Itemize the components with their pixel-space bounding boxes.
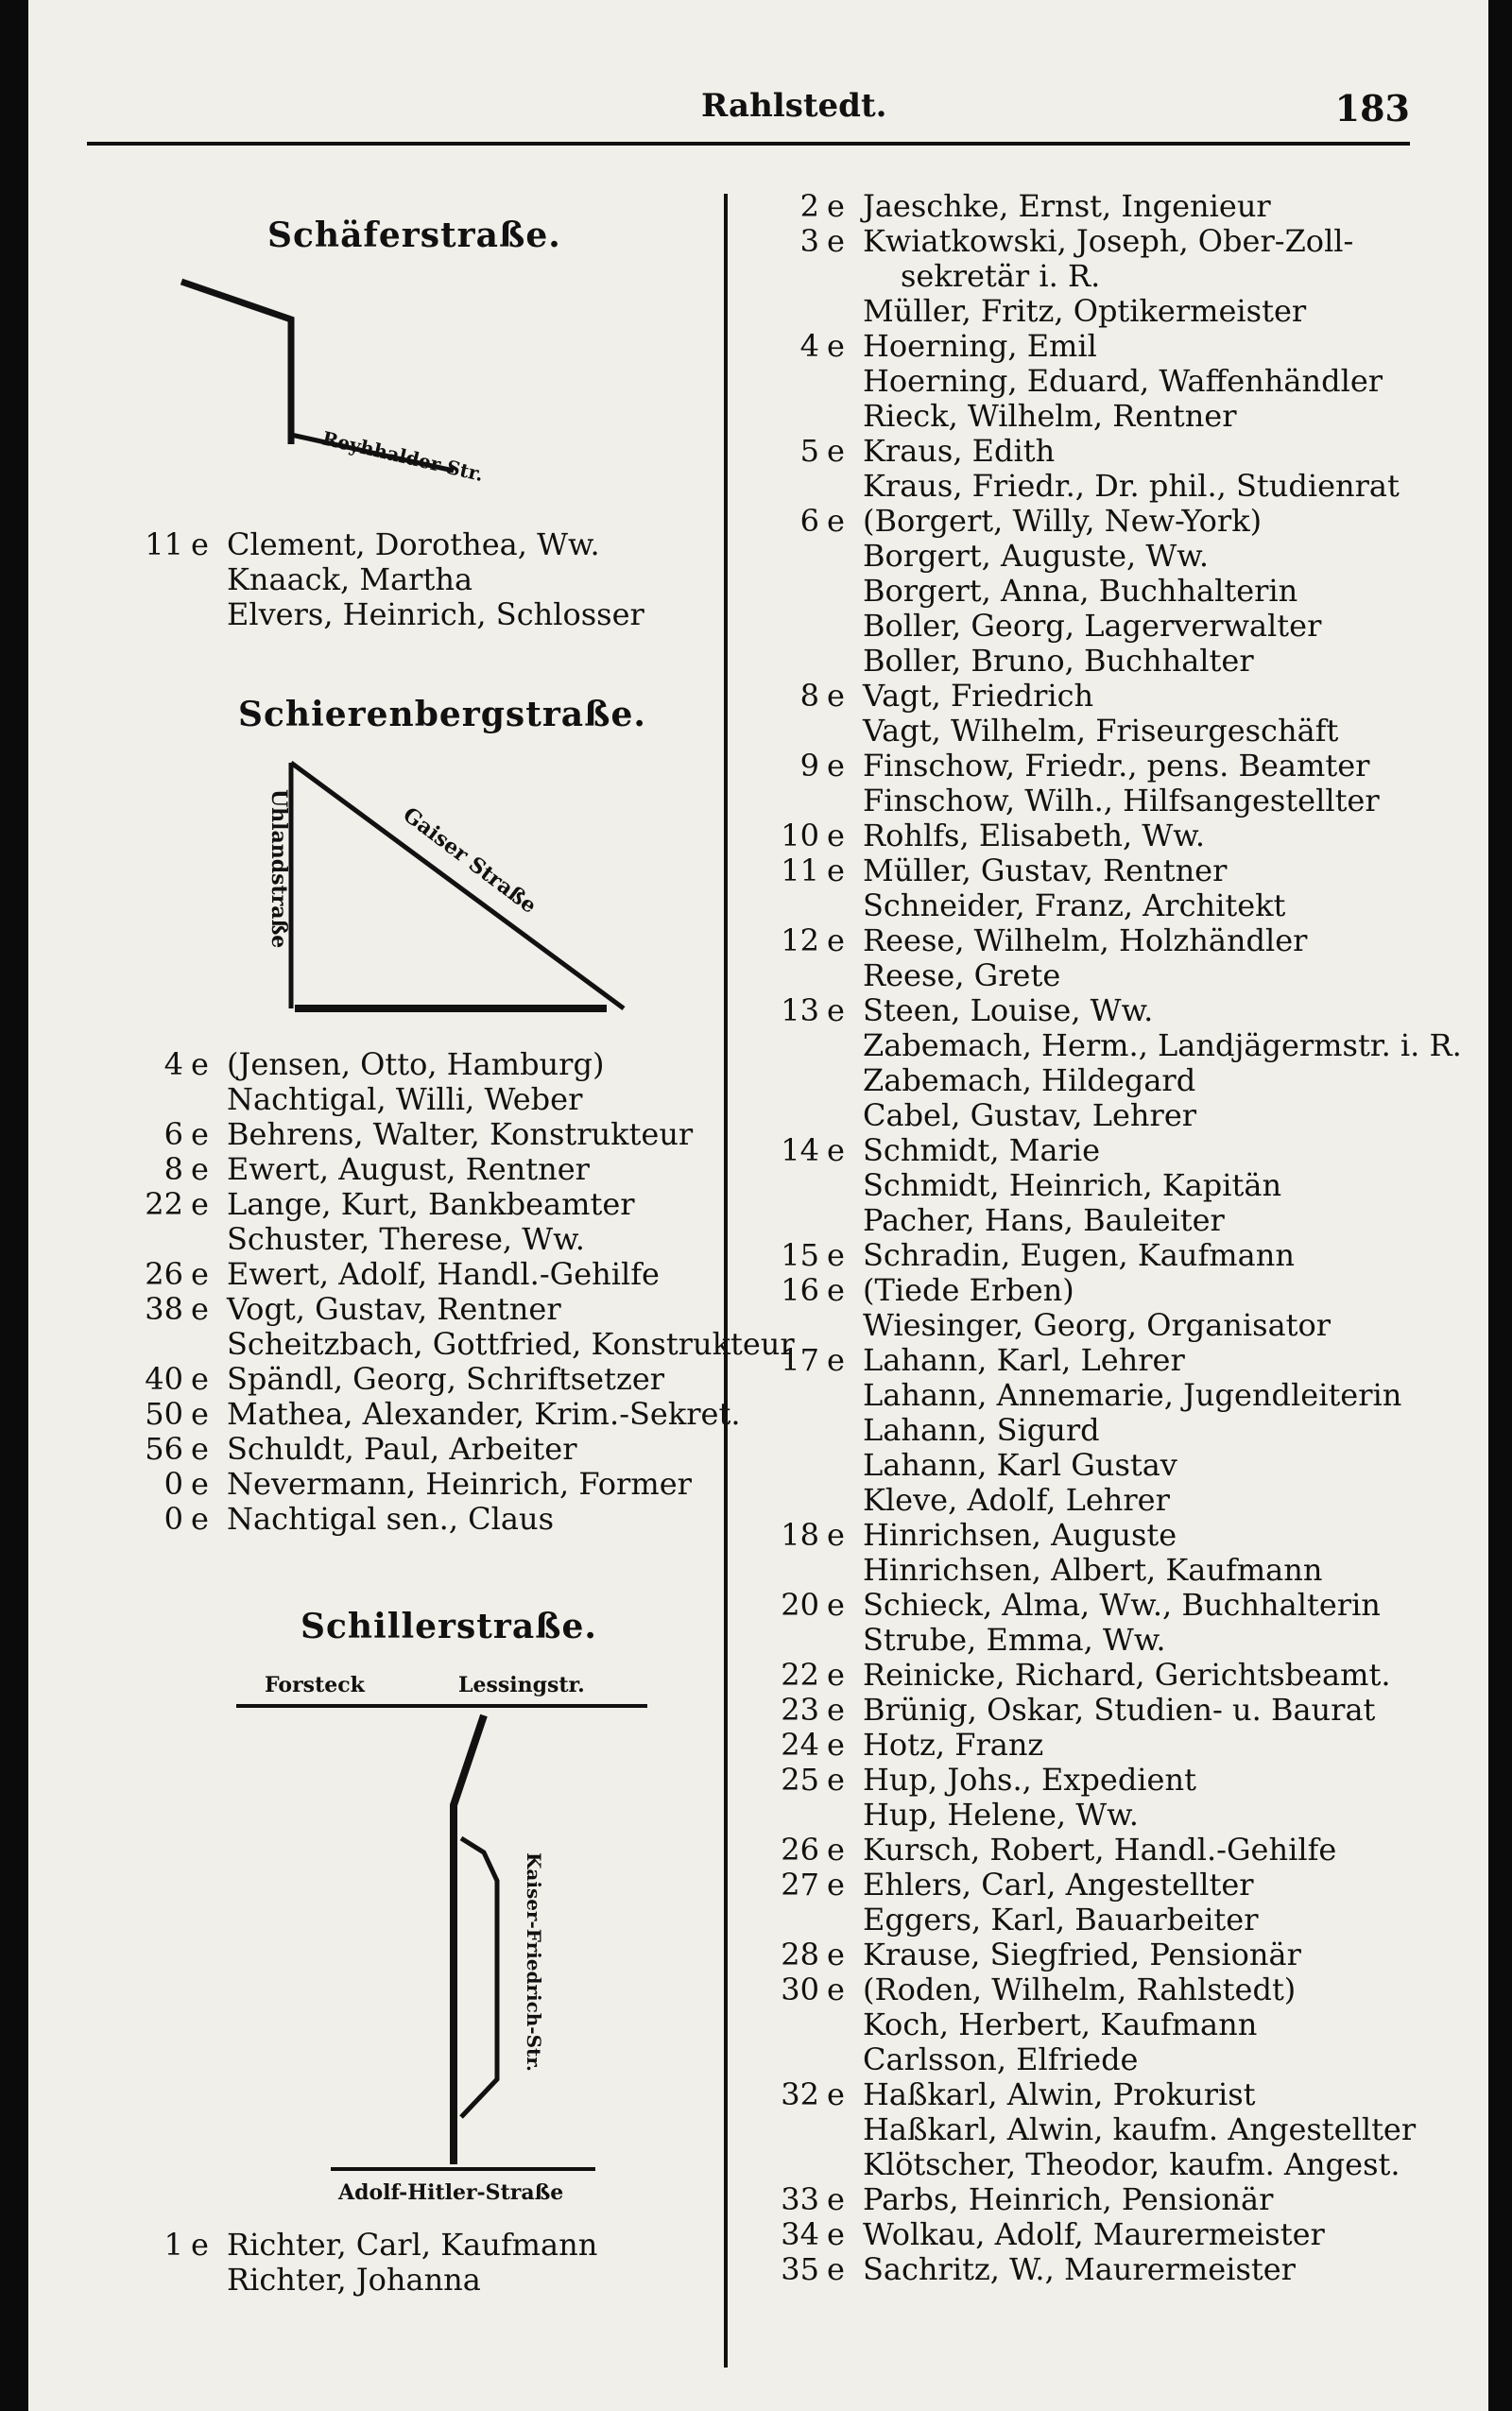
directory-entry: 15 e Schradin, Eugen, Kaufmann	[781, 1237, 1295, 1273]
house-number: 6	[799, 503, 819, 539]
house-number: 22	[781, 1657, 819, 1693]
directory-entry: 4 e (Jensen, Otto, Hamburg)	[163, 1046, 605, 1082]
house-number: 13	[781, 992, 819, 1028]
resident-name: Schradin, Eugen, Kaufmann	[863, 1237, 1295, 1273]
column-divider	[724, 194, 728, 2368]
directory-entry: 11 e Clement, Dorothea, Ww.	[145, 526, 600, 562]
directory-entry: 14 e Schmidt, Marie	[781, 1132, 1101, 1168]
directory-entry: 23 e Brünig, Oskar, Studien- u. Baurat	[781, 1692, 1376, 1728]
resident-name: Schneider, Franz, Architekt	[863, 887, 1286, 923]
house-number: 3	[799, 223, 819, 259]
directory-entry: 32 e Haßkarl, Alwin, Prokurist	[781, 2076, 1256, 2112]
directory-entry: 8 e Ewert, August, Rentner	[163, 1151, 590, 1187]
header-rule	[87, 142, 1410, 146]
house-number: 27	[781, 1867, 819, 1903]
house-number: 2	[799, 188, 819, 224]
house-number: 32	[781, 2076, 819, 2112]
house-number: 9	[799, 748, 819, 784]
house-number: 16	[781, 1272, 819, 1308]
house-number: 11	[781, 852, 819, 888]
resident-name: Strube, Emma, Ww.	[863, 1622, 1166, 1658]
directory-entry: 8 e Vagt, Friedrich	[799, 678, 1094, 714]
directory-entry: 6 e Behrens, Walter, Konstrukteur	[163, 1116, 694, 1152]
directory-entry	[827, 469, 1451, 504]
house-number: 4	[799, 328, 819, 364]
resident-name: Schmidt, Marie	[863, 1132, 1101, 1168]
map-label-lessingstr: Lessingstr.	[458, 1673, 585, 1697]
directory-entry: 34 e Wolkau, Adolf, Maurermeister	[781, 2216, 1325, 2252]
resident-name: Wolkau, Adolf, Maurermeister	[863, 2216, 1325, 2252]
map-road	[181, 282, 291, 444]
directory-entry: 9 e Finschow, Friedr., pens. Beamter	[799, 748, 1370, 784]
directory-entry	[827, 1027, 1462, 1063]
directory-entry: 0 e Nachtigal sen., Claus	[163, 1501, 554, 1537]
house-number: 12	[781, 922, 819, 958]
map-road	[461, 1838, 497, 2117]
resident-name: Wiesinger, Georg, Organisator	[863, 1307, 1332, 1343]
directory-entry: 16 e (Tiede Erben)	[781, 1272, 1074, 1308]
directory-entry: 5 e Kraus, Edith	[799, 433, 1056, 469]
resident-name: Kraus, Edith	[863, 433, 1056, 469]
directory-entry: 24 e Hotz, Franz	[781, 1727, 1044, 1763]
resident-name: Rohlfs, Elisabeth, Ww.	[863, 818, 1206, 853]
resident-name: Reese, Grete	[863, 957, 1061, 993]
directory-entry: 28 e Krause, Siegfried, Pensionär	[781, 1937, 1301, 1972]
street-heading-schillerstrasse: Schillerstraße.	[301, 1607, 597, 1646]
directory-entry: 10 e Rohlfs, Elisabeth, Ww.	[781, 818, 1206, 853]
house-number: 10	[781, 818, 819, 853]
directory-entry	[827, 2147, 1451, 2182]
house-number: 34	[781, 2216, 819, 2252]
directory-entry: 22 e Reinicke, Richard, Gerichtsbeamt.	[781, 1657, 1391, 1693]
directory-entry	[827, 888, 1451, 923]
directory-entry: 27 e Ehlers, Carl, Angestellter	[781, 1867, 1254, 1903]
directory-entry	[827, 1903, 1451, 1937]
resident-name: Hup, Johs., Expedient	[863, 1762, 1196, 1798]
resident-name: Haßkarl, Alwin, Prokurist	[863, 2076, 1256, 2112]
house-number: 24	[781, 1727, 819, 1763]
directory-entry	[827, 1798, 1451, 1833]
directory-entry	[827, 1168, 1451, 1203]
directory-entry	[827, 714, 1451, 749]
directory-entry: 2 e Jaeschke, Ernst, Ingenieur	[799, 188, 1271, 224]
house-number: 8	[799, 678, 819, 714]
resident-name: Eggers, Karl, Bauarbeiter	[863, 1902, 1259, 1937]
directory-entry: 50 e Mathea, Alexander, Krim.-Sekret.	[145, 1396, 741, 1432]
resident-name: (Borgert, Willy, New-York)	[863, 503, 1263, 539]
directory-entry: 4 e Hoerning, Emil	[799, 328, 1097, 364]
resident-name: Hotz, Franz	[863, 1727, 1044, 1763]
resident-name: Müller, Fritz, Optikermeister	[863, 293, 1307, 329]
page-number: 183	[1334, 87, 1410, 129]
house-number: 33	[781, 2181, 819, 2217]
street-map-schaeferstrasse	[180, 255, 539, 491]
resident-name: Finschow, Wilh., Hilfsangestellter	[863, 783, 1380, 818]
resident-name: Hoerning, Eduard, Waffenhändler	[863, 363, 1383, 399]
directory-entry: 13 e Steen, Louise, Ww.	[781, 992, 1154, 1028]
entries-right-column	[781, 188, 1462, 2287]
house-number: 28	[781, 1937, 819, 1972]
directory-entry: 17 e Lahann, Karl, Lehrer	[781, 1342, 1185, 1378]
street-heading-schaeferstrasse: Schäferstraße.	[267, 215, 561, 255]
directory-entry	[827, 574, 1451, 609]
directory-entry	[827, 1623, 1451, 1658]
resident-name: Koch, Herbert, Kaufmann	[863, 2006, 1258, 2042]
resident-name: Krause, Siegfried, Pensionär	[863, 1937, 1301, 1972]
directory-entry: 35 e Sachritz, W., Maurermeister	[781, 2251, 1296, 2287]
resident-name: Reese, Wilhelm, Holzhändler	[863, 922, 1308, 958]
directory-entry: 26 e Ewert, Adolf, Handl.-Gehilfe	[145, 1256, 660, 1292]
directory-entry: Knaack, Martha	[227, 561, 473, 597]
directory-entry	[827, 1483, 1451, 1518]
resident-name: Klötscher, Theodor, kaufm. Angest.	[863, 2146, 1400, 2182]
directory-entry: 3 e Kwiatkowski, Joseph, Ober-Zoll-	[799, 223, 1354, 259]
directory-entry: 40 e Spändl, Georg, Schriftsetzer	[145, 1361, 665, 1397]
resident-name: Hup, Helene, Ww.	[863, 1797, 1139, 1833]
directory-entry	[827, 2042, 1451, 2077]
directory-entry	[827, 1203, 1451, 1238]
resident-name: Hoerning, Emil	[863, 328, 1097, 364]
map-label-adolf-hitler-strasse: Adolf-Hitler-Straße	[338, 2180, 564, 2205]
page-header	[87, 87, 1410, 134]
map-label-forsteck: Forsteck	[265, 1673, 365, 1697]
resident-name: Zabemach, Herm., Landjägermstr. i. R.	[863, 1027, 1462, 1063]
map-label-kaiser-friedrich-str: Kaiser-Friedrich-Str.	[523, 1852, 545, 2072]
house-number: 30	[781, 1972, 819, 2007]
resident-name: Pacher, Hans, Bauleiter	[863, 1202, 1225, 1238]
directory-entry: 25 e Hup, Johs., Expedient	[781, 1762, 1196, 1798]
directory-entry: 38 e Vogt, Gustav, Rentner	[145, 1291, 561, 1327]
directory-entry	[827, 1413, 1451, 1448]
resident-name: Lahann, Sigurd	[863, 1412, 1100, 1448]
resident-name: Borgert, Anna, Buchhalterin	[863, 573, 1298, 609]
directory-entry	[827, 2007, 1451, 2042]
resident-name: (Tiede Erben)	[863, 1272, 1074, 1308]
directory-entry: 26 e Kursch, Robert, Handl.-Gehilfe	[781, 1832, 1337, 1868]
street-map-schierenbergstrasse	[217, 751, 652, 1035]
directory-entry: 33 e Parbs, Heinrich, Pensionär	[781, 2181, 1274, 2217]
directory-entry: 56 e Schuldt, Paul, Arbeiter	[145, 1431, 577, 1467]
directory-entry	[827, 1378, 1451, 1413]
house-number: 15	[781, 1237, 819, 1273]
house-number: 26	[781, 1832, 819, 1868]
directory-entry	[827, 644, 1451, 679]
resident-name: Cabel, Gustav, Lehrer	[863, 1097, 1197, 1133]
directory-entry	[827, 259, 1451, 294]
directory-entry: 20 e Schieck, Alma, Ww., Buchhalterin	[781, 1587, 1381, 1623]
resident-name: Parbs, Heinrich, Pensionär	[863, 2181, 1274, 2217]
entries-schaeferstrasse	[145, 526, 701, 632]
resident-name: Hinrichsen, Albert, Kaufmann	[863, 1552, 1323, 1588]
resident-name: Ehlers, Carl, Angestellter	[863, 1867, 1254, 1903]
map-label-reyhhalder-str: Reyhhalder Str.	[319, 426, 486, 487]
directory-entry: 0 e Nevermann, Heinrich, Former	[163, 1466, 692, 1502]
directory-entry: 11 e Müller, Gustav, Rentner	[781, 852, 1228, 888]
resident-name: Schmidt, Heinrich, Kapitän	[863, 1167, 1282, 1203]
directory-entry	[827, 1448, 1451, 1483]
directory-entry	[827, 399, 1451, 434]
resident-name: Vagt, Friedrich	[863, 678, 1094, 714]
directory-entry: 12 e Reese, Wilhelm, Holzhändler	[781, 922, 1308, 958]
directory-entry	[827, 364, 1451, 399]
resident-name: Sachritz, W., Maurermeister	[863, 2251, 1296, 2287]
directory-entry	[827, 2112, 1451, 2147]
resident-name: Boller, Bruno, Buchhalter	[863, 643, 1254, 679]
resident-name: Kursch, Robert, Handl.-Gehilfe	[863, 1832, 1337, 1868]
directory-entry	[827, 1553, 1451, 1588]
directory-entry	[827, 1063, 1451, 1098]
directory-entry	[827, 784, 1451, 818]
house-number: 25	[781, 1762, 819, 1798]
resident-name: Zabemach, Hildegard	[863, 1062, 1196, 1098]
directory-entry: Nachtigal, Willi, Weber	[227, 1081, 583, 1117]
house-number: 23	[781, 1692, 819, 1728]
house-number: 35	[781, 2251, 819, 2287]
resident-name: Lahann, Karl, Lehrer	[863, 1342, 1185, 1378]
directory-entry: 22 e Lange, Kurt, Bankbeamter	[145, 1186, 635, 1222]
directory-entry	[827, 958, 1451, 993]
house-number: 5	[799, 433, 819, 469]
directory-entry: 30 e (Roden, Wilhelm, Rahlstedt)	[781, 1972, 1297, 2007]
map-road	[291, 763, 624, 1008]
resident-name: Lahann, Annemarie, Jugendleiterin	[863, 1377, 1402, 1413]
house-number: 14	[781, 1132, 819, 1168]
map-label-uhlandstrasse: Uhlandstraße	[266, 789, 291, 949]
resident-name: Boller, Georg, Lagerverwalter	[863, 608, 1322, 644]
resident-name: Steen, Louise, Ww.	[863, 992, 1154, 1028]
resident-name: Finschow, Friedr., pens. Beamter	[863, 748, 1370, 784]
resident-name: (Roden, Wilhelm, Rahlstedt)	[863, 1972, 1297, 2007]
directory-entry: 18 e Hinrichsen, Auguste	[781, 1517, 1177, 1553]
house-number: 18	[781, 1517, 819, 1553]
resident-name: Reinicke, Richard, Gerichtsbeamt.	[863, 1657, 1391, 1693]
resident-name: Kraus, Friedr., Dr. phil., Studienrat	[863, 468, 1400, 504]
resident-name: Hinrichsen, Auguste	[863, 1517, 1177, 1553]
resident-name: Jaeschke, Ernst, Ingenieur	[863, 188, 1271, 224]
directory-entry: 6 e (Borgert, Willy, New-York)	[799, 503, 1263, 539]
house-number: 17	[781, 1342, 819, 1378]
resident-name: Kleve, Adolf, Lehrer	[863, 1482, 1170, 1518]
resident-name: Carlsson, Elfriede	[863, 2041, 1139, 2077]
resident-name: Lahann, Karl Gustav	[863, 1447, 1177, 1483]
resident-name: Haßkarl, Alwin, kaufm. Angestellter	[863, 2111, 1417, 2147]
house-number: 20	[781, 1587, 819, 1623]
directory-entry: Schuster, Therese, Ww.	[227, 1221, 585, 1257]
directory-entry	[827, 1098, 1451, 1133]
resident-name: Brünig, Oskar, Studien- u. Baurat	[863, 1692, 1376, 1728]
street-heading-schierenbergstrasse: Schierenbergstraße.	[238, 695, 646, 734]
directory-entry: Richter, Johanna	[227, 2262, 481, 2298]
resident-name: Schieck, Alma, Ww., Buchhalterin	[863, 1587, 1381, 1623]
directory-entry: Elvers, Heinrich, Schlosser	[227, 596, 644, 632]
directory-page	[28, 0, 1488, 2411]
directory-entry	[827, 1308, 1451, 1343]
map-label-gaiser-strasse: Gaiser Straße	[398, 802, 541, 919]
entries-schierenbergstrasse	[145, 1046, 795, 1537]
directory-entry	[827, 294, 1451, 329]
resident-name: Kwiatkowski, Joseph, Ober-Zoll-	[863, 223, 1354, 259]
directory-entry	[827, 539, 1451, 574]
resident-name: Rieck, Wilhelm, Rentner	[863, 398, 1237, 434]
resident-name: Müller, Gustav, Rentner	[863, 852, 1228, 888]
directory-entry	[827, 609, 1451, 644]
street-map-schillerstrasse	[208, 1663, 662, 2212]
resident-name: Borgert, Auguste, Ww.	[863, 538, 1210, 574]
running-title: Rahlstedt.	[701, 87, 887, 125]
resident-name: sekretär i. R.	[901, 258, 1101, 294]
directory-entry: 1 e Richter, Carl, Kaufmann	[163, 2227, 598, 2263]
entries-schillerstrasse	[163, 2227, 701, 2298]
directory-entry: Scheitzbach, Gottfried, Konstrukteur	[227, 1326, 795, 1362]
resident-name: Vagt, Wilhelm, Friseurgeschäft	[863, 713, 1339, 749]
